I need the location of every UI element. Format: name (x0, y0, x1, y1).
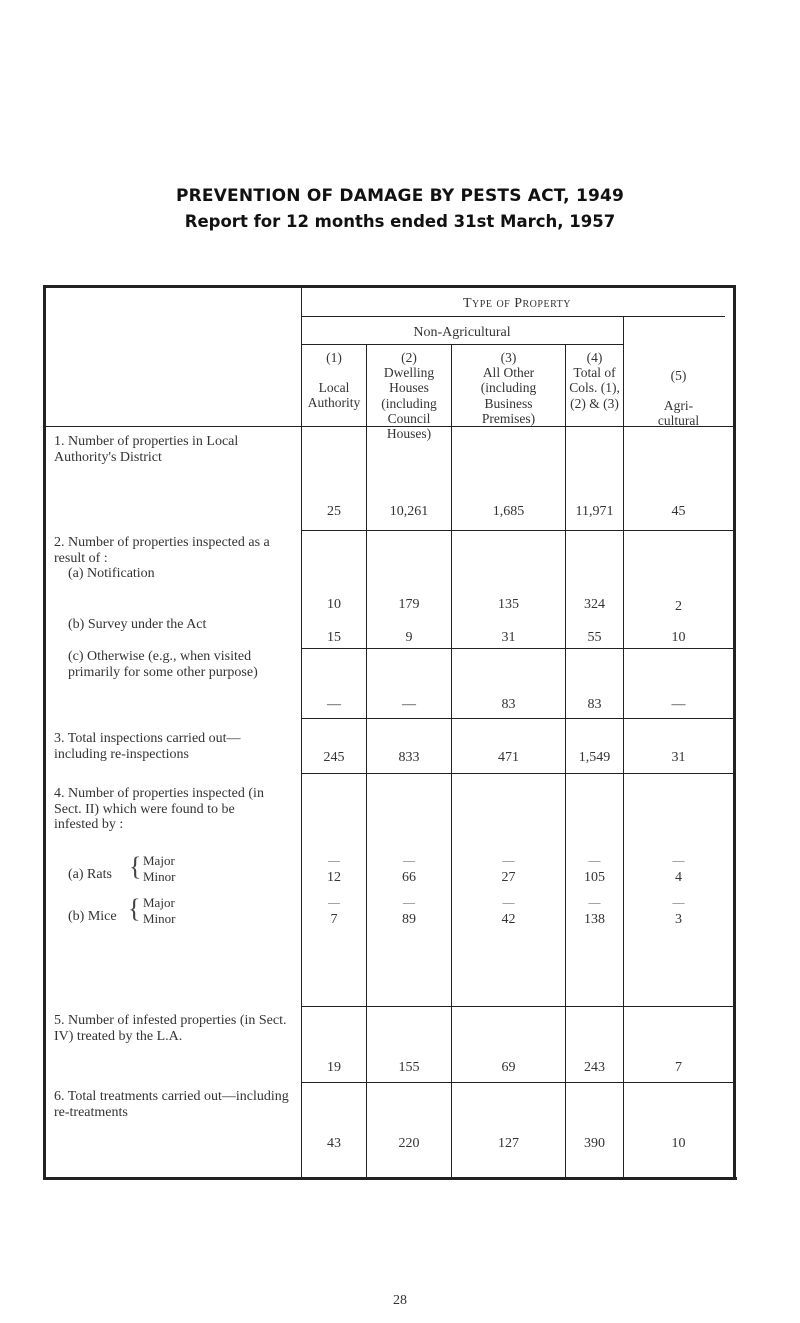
table-cell: 19 (327, 1060, 341, 1075)
col2-number: (2) (401, 350, 417, 365)
page-number: 28 (393, 1293, 407, 1308)
table-cell: — (403, 895, 415, 909)
col4-header (566, 350, 623, 411)
non-agricultural-header: Non-Agricultural (413, 325, 511, 340)
table-cell: 55 (587, 630, 602, 645)
table-cell: 135 (498, 597, 519, 612)
table-cell: 11,971 (575, 504, 614, 519)
table-cell: 83 (587, 697, 602, 712)
column-divider (301, 288, 302, 1177)
table-cell: — (672, 895, 685, 909)
table-cell: 69 (501, 1060, 516, 1075)
table-cell: — (403, 853, 415, 867)
table-cell: 89 (402, 912, 416, 927)
table-cell: 155 (398, 1060, 420, 1075)
table-cell: 9 (405, 630, 413, 645)
table-cell: — (328, 853, 340, 867)
table-cell: 43 (327, 1136, 341, 1151)
col1-header (302, 350, 366, 411)
table-cell: — (502, 853, 515, 867)
col3-number: (3) (500, 350, 517, 365)
table-cell: 83 (501, 697, 516, 712)
table-cell: — (672, 853, 685, 867)
brace-icon: { (128, 894, 141, 923)
row-4a-label: (a) Rats (68, 867, 112, 882)
table-cell: 66 (402, 870, 416, 885)
row-2b-label: (b) Survey under the Act (68, 617, 207, 632)
col4-label: Total of Cols. (1), (2) & (3) (569, 365, 620, 411)
table-cell: — (588, 853, 601, 867)
col3-label: All Other (including Business Premises) (480, 365, 537, 426)
table-top-border (43, 285, 736, 288)
table-cell: 45 (671, 504, 686, 519)
table-cell: 220 (398, 1136, 420, 1151)
table-cell: — (328, 895, 340, 909)
table-cell: 42 (501, 912, 516, 927)
row-separator (301, 1082, 733, 1083)
table-cell: 10,261 (389, 504, 429, 519)
row-2c-label: (c) Otherwise (e.g., when visited primarily for some other purpose) (68, 649, 258, 680)
table-cell: 27 (501, 870, 516, 885)
table-cell: 245 (323, 750, 345, 765)
row-separator (301, 530, 733, 531)
rats-major-label: Major (143, 853, 175, 868)
table-cell: 3 (675, 912, 682, 927)
mice-major-label: Major (143, 895, 175, 910)
row-6-label: 6. Total treatments carried out—including re-treatments (54, 1089, 289, 1120)
row-separator (301, 1006, 733, 1007)
table-cell: 15 (327, 630, 341, 645)
table-cell: 31 (671, 750, 686, 765)
table-cell: 138 (584, 912, 605, 927)
col5-label: Agri- cultural (657, 398, 700, 429)
table-cell: 324 (584, 597, 605, 612)
col5-number: (5) (670, 368, 687, 383)
row-2a-label: (a) Notification (68, 566, 155, 581)
table-cell: 7 (675, 1060, 682, 1075)
table-cell: 2 (675, 599, 682, 614)
col2-label: Dwelling Houses (including Council Houses) (381, 365, 437, 442)
row-separator (301, 648, 733, 649)
table-cell: 127 (498, 1136, 519, 1151)
row-separator (301, 773, 733, 774)
rats-minor-label: Minor (143, 869, 176, 884)
table-cell: 12 (327, 870, 341, 885)
table-cell: 1,549 (578, 750, 611, 765)
col3-header (452, 350, 565, 426)
table-cell: 4 (675, 870, 682, 885)
row-3-label: 3. Total inspections carried out—including re-inspections (54, 731, 241, 762)
col1-number: (1) (326, 350, 342, 365)
row-2-label: 2. Number of properties inspected as a result of : (54, 535, 270, 566)
table-cell: 10 (671, 630, 686, 645)
table-left-border (43, 285, 46, 1180)
table-cell: — (502, 895, 515, 909)
table-cell: — (588, 895, 601, 909)
page-subtitle: Report for 12 months ended 31st March, 1957 (184, 212, 616, 231)
table-cell: 833 (398, 750, 420, 765)
column-divider (623, 316, 624, 1177)
rule (301, 344, 624, 345)
col4-number: (4) (586, 350, 603, 365)
brace-icon: { (129, 852, 142, 881)
row-1-label: 1. Number of properties in Local Authority's District (54, 434, 239, 465)
type-of-property-header: Type of Property (463, 296, 571, 311)
table-cell: 390 (584, 1136, 605, 1151)
table-cell: — (327, 697, 341, 712)
rule (301, 316, 725, 317)
row-4b-label: (b) Mice (68, 909, 117, 924)
page-title: PREVENTION OF DAMAGE BY PESTS ACT, 1949 (175, 186, 625, 206)
table-bottom-border (43, 1177, 737, 1180)
col2-header (367, 350, 451, 441)
row-5-label: 5. Number of infested properties (in Sect. IV) treated by the L.A. (54, 1013, 287, 1044)
table-cell: 10 (327, 597, 341, 612)
table-cell: 243 (584, 1060, 605, 1075)
col5-header (624, 368, 733, 429)
table-cell: 471 (498, 750, 519, 765)
table-right-border (733, 285, 736, 1180)
table-cell: 179 (398, 597, 420, 612)
mice-minor-label: Minor (143, 911, 176, 926)
col1-label: Local Authority (307, 380, 361, 411)
table-cell: 1,685 (492, 504, 525, 519)
table-cell: 10 (671, 1136, 686, 1151)
table-cell: 31 (501, 630, 516, 645)
table-cell: 105 (584, 870, 605, 885)
table-cell: — (402, 697, 416, 712)
row-4-label: 4. Number of properties inspected (in Sect. II) which were found to be infested by : (54, 786, 264, 832)
table-cell: 7 (330, 912, 338, 927)
table-cell: — (671, 697, 686, 712)
row-separator (301, 718, 733, 719)
table-cell: 25 (327, 504, 341, 519)
